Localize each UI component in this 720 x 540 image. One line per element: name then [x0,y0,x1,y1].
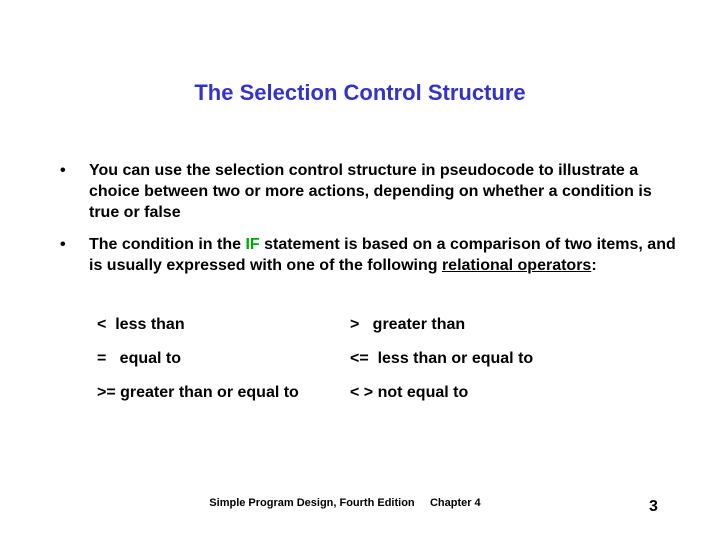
bullet-text-after: statement is based on a comparison of two items, and is usually expressed with one of the following [89,236,676,274]
bullet-text: You can use the selection control structure in pseudocode to illustrate a choice between two or more actions, depending on whether a condition is true or false [89,162,652,221]
page-number: 3 [649,498,658,515]
bullet-marker: • [60,162,66,179]
bullet-text-end: : [591,257,597,274]
bullet-list [60,160,680,287]
bullet-item-selection [60,160,680,223]
if-keyword: IF [245,236,260,253]
bullet-item-condition [60,234,680,276]
operator-greater-than: > greater than [350,316,466,333]
bullet-text-before: The condition in the [89,236,246,253]
operator-less-equal: <= less than or equal to [350,350,534,367]
operator-greater-equal: >= greater than or equal to [97,384,299,401]
operator-less-than: < less than [97,316,185,333]
operator-equal: = equal to [97,350,182,367]
footer-book-title: Simple Program Design, Fourth Edition [209,497,415,509]
operator-not-equal: < > not equal to [350,384,469,401]
bullet-marker: • [60,236,66,253]
footer-chapter: Chapter 4 [429,497,481,509]
slide-title: The Selection Control Structure [194,80,526,105]
slide-footer [0,497,690,509]
operator-row [97,316,597,350]
operator-row [97,350,597,384]
relational-operators-term: relational operators [441,257,592,274]
operator-table [97,316,597,418]
operator-row [97,384,597,418]
